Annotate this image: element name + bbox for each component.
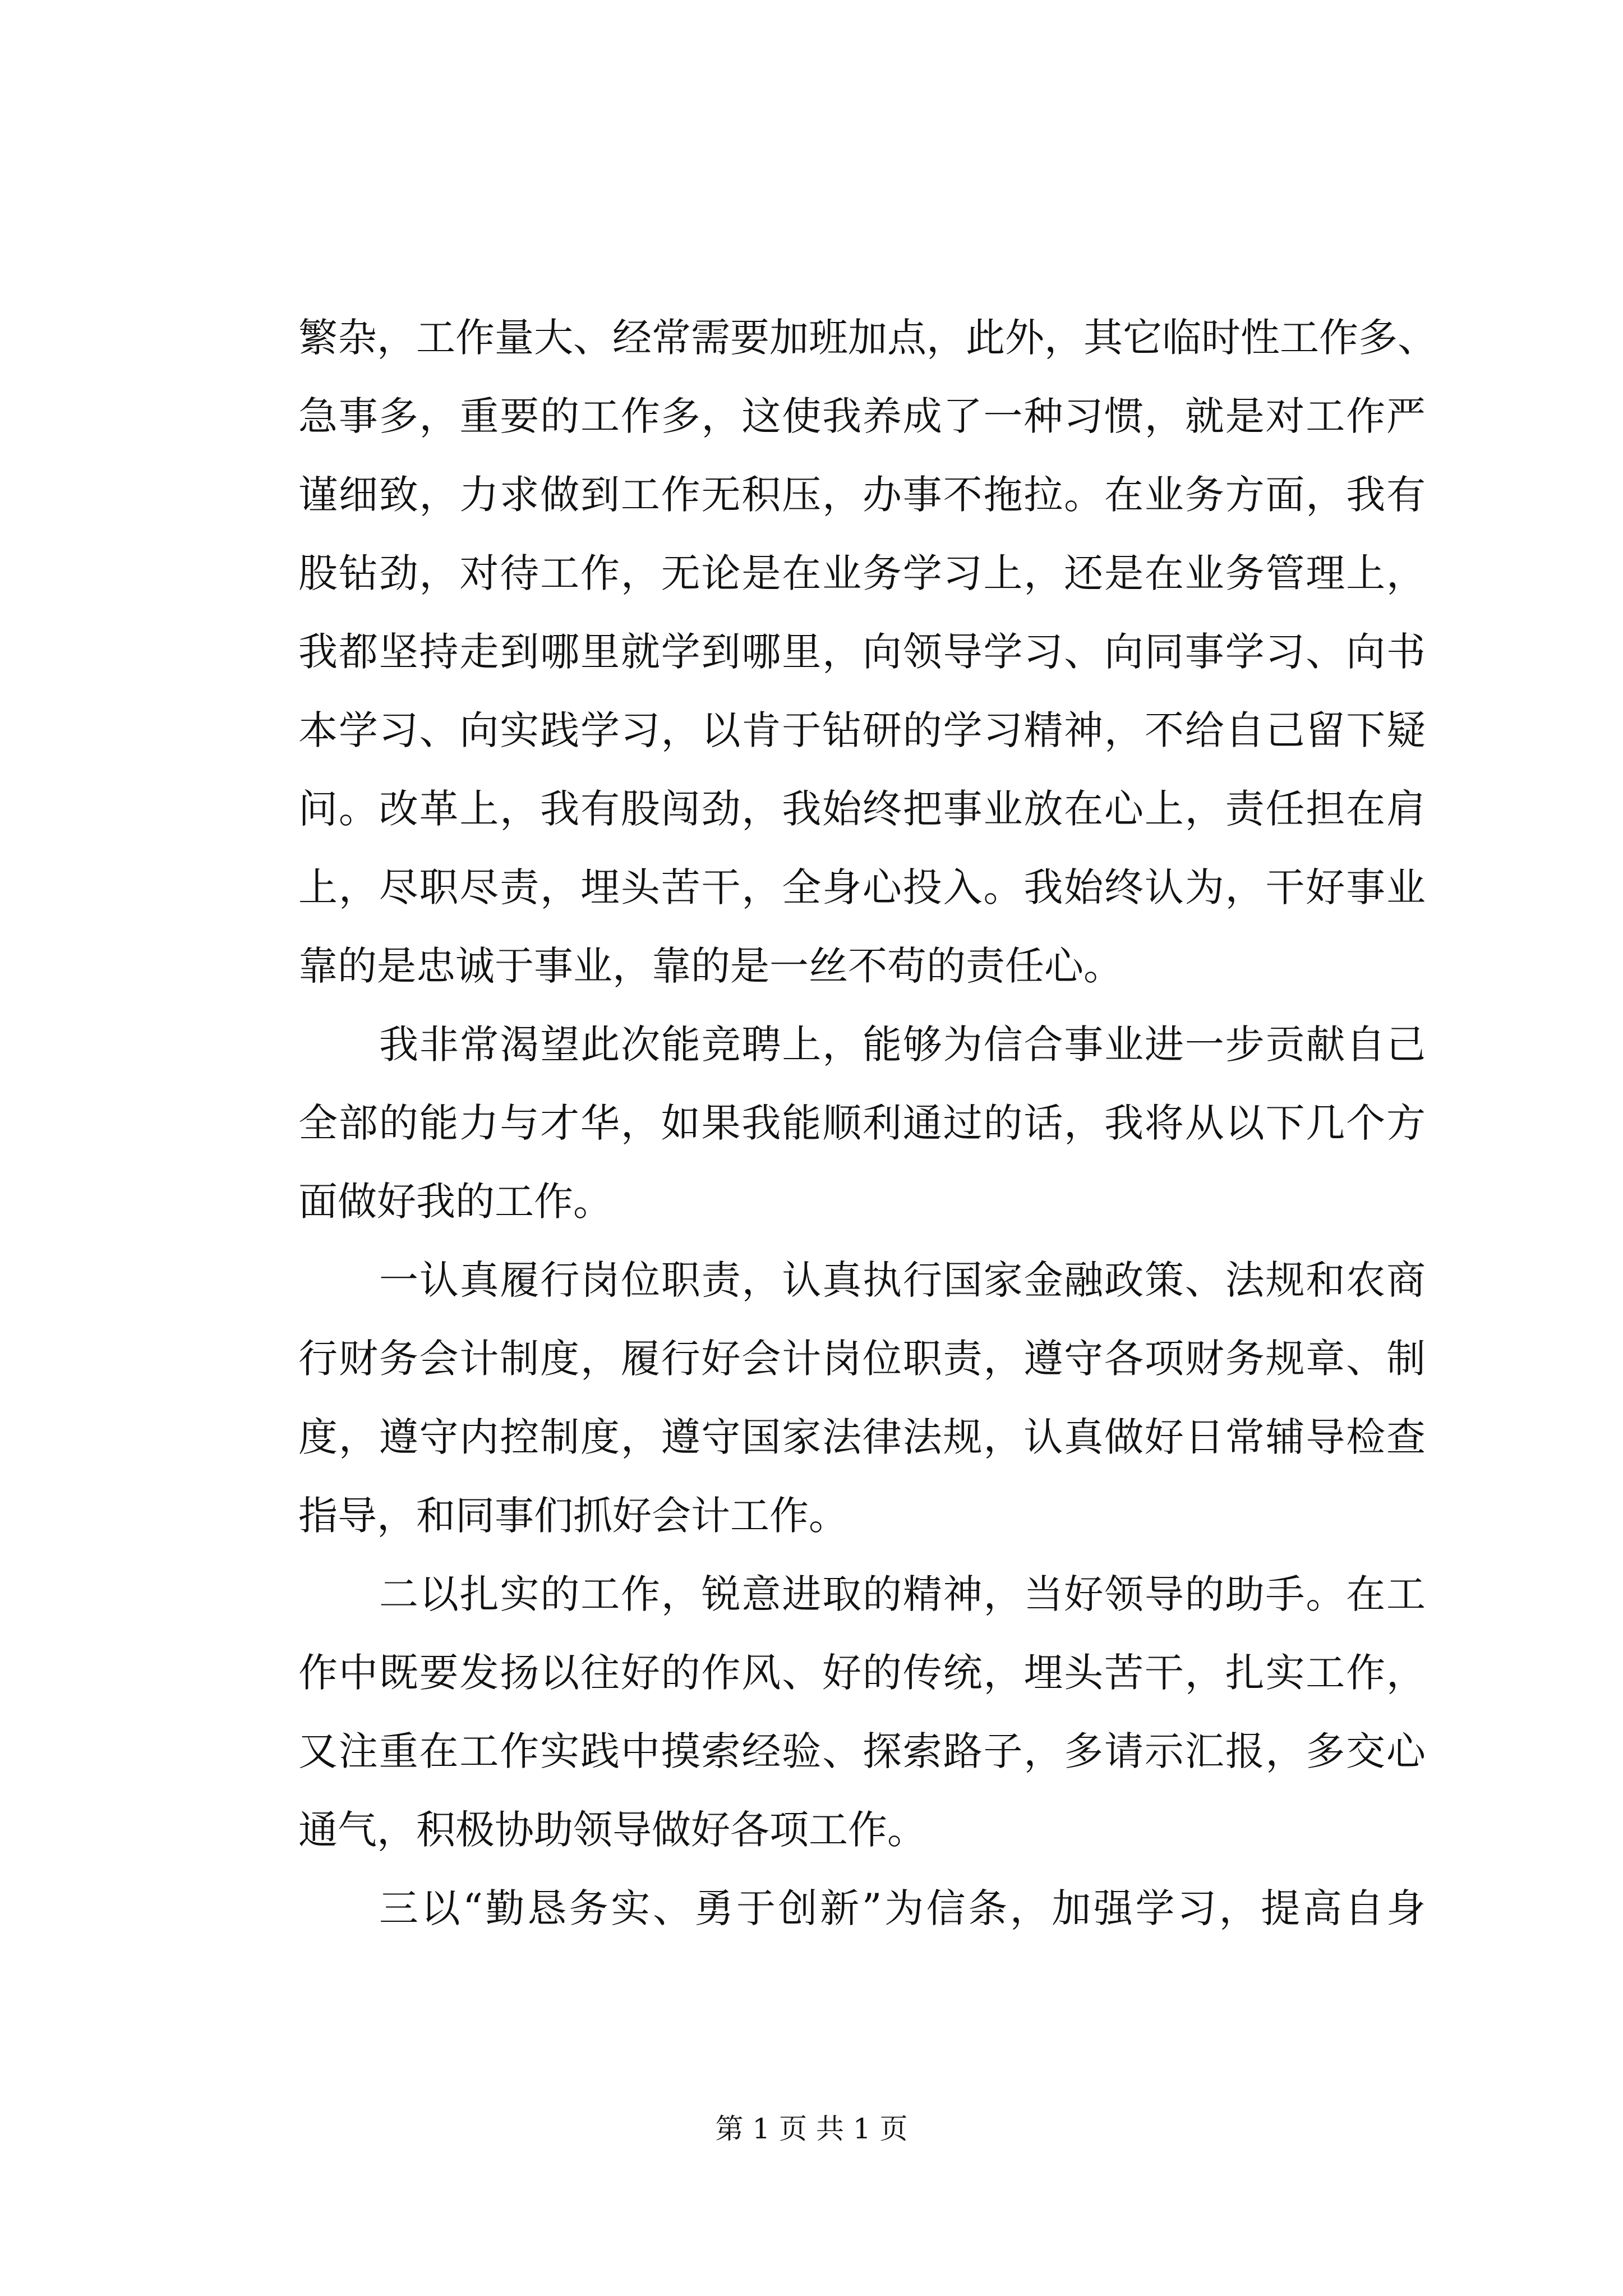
text-line: 面做好我的工作。	[298, 1179, 612, 1225]
text-line: 繁杂，工作量大、经常需要加班加点，此外，其它临时性工作多、	[298, 315, 1437, 361]
text-line: 靠的是忠诚于事业，靠的是一丝不苟的责任心。	[298, 943, 1123, 989]
paragraph-first-line: 三以“勤恳务实、勇于创新”为信条，加强学习，提高自身	[379, 1885, 1426, 1931]
text-line: 我都坚持走到哪里就学到哪里，向领导学习、向同事学习、向书	[298, 629, 1426, 675]
page-number-footer: 第 1 页 共 1 页	[715, 2113, 908, 2145]
text-line: 股钻劲，对待工作，无论是在业务学习上，还是在业务管理上，	[298, 550, 1426, 596]
paragraph-first-line: 一认真履行岗位职责，认真执行国家金融政策、法规和农商	[379, 1257, 1426, 1303]
paragraph-first-line: 二以扎实的工作，锐意进取的精神，当好领导的助手。在工	[379, 1571, 1426, 1617]
text-line: 问。改革上，我有股闯劲，我始终把事业放在心上，责任担在肩	[298, 786, 1426, 832]
text-line: 上，尽职尽责，埋头苦干，全身心投入。我始终认为，干好事业	[298, 864, 1426, 910]
text-line: 度，遵守内控制度，遵守国家法律法规，认真做好日常辅导检查	[298, 1414, 1426, 1460]
text-line: 指导，和同事们抓好会计工作。	[298, 1493, 848, 1539]
text-line: 谨细致，力求做到工作无积压，办事不拖拉。在业务方面，我有	[298, 472, 1426, 518]
text-line: 全部的能力与才华，如果我能顺利通过的话，我将从以下几个方	[298, 1100, 1426, 1146]
text-line: 通气，积极协助领导做好各项工作。	[298, 1807, 926, 1853]
text-line: 急事多，重要的工作多，这使我养成了一种习惯，就是对工作严	[298, 393, 1426, 439]
text-line: 作中既要发扬以往好的作风、好的传统，埋头苦干，扎实工作，	[298, 1650, 1426, 1696]
paragraph-first-line: 我非常渴望此次能竞聘上，能够为信合事业进一步贡献自己	[379, 1022, 1426, 1068]
text-line: 本学习、向实践学习，以肯于钻研的学习精神，不给自己留下疑	[298, 707, 1426, 753]
text-line: 又注重在工作实践中摸索经验、探索路子，多请示汇报，多交心	[298, 1728, 1426, 1774]
text-line: 行财务会计制度，履行好会计岗位职责，遵守各项财务规章、制	[298, 1336, 1426, 1382]
